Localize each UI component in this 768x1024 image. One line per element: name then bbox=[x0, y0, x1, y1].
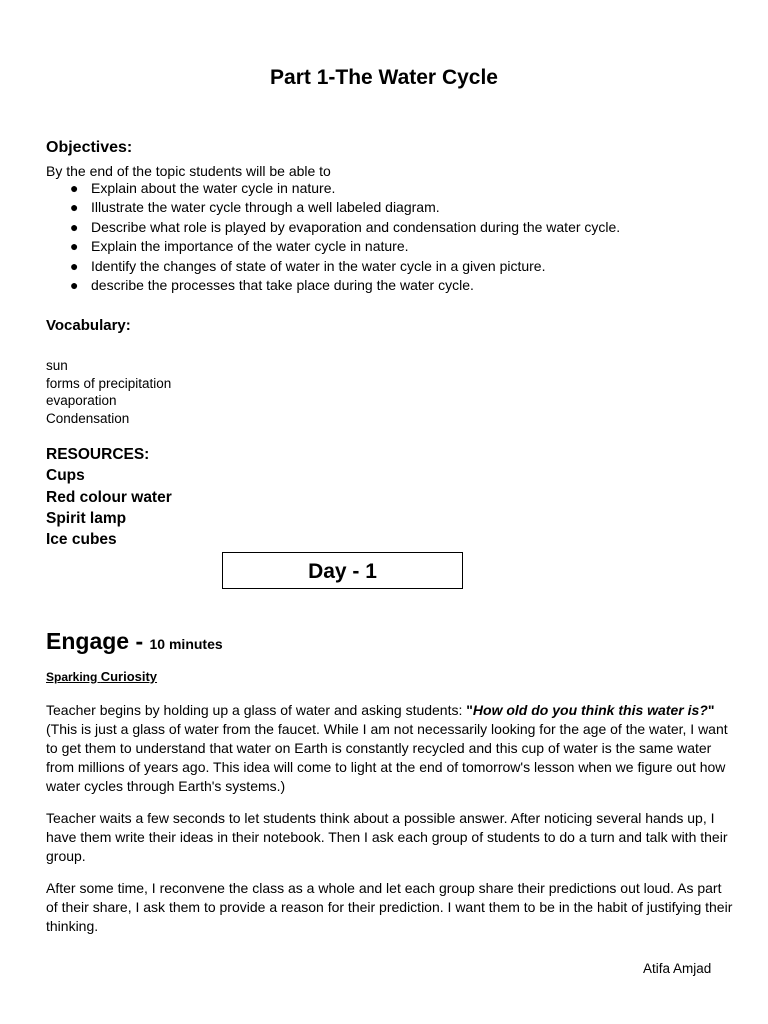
list-item: sun bbox=[46, 358, 68, 373]
list-item: Ice cubes bbox=[46, 531, 117, 548]
question-text: How old do you think this water is? bbox=[472, 702, 708, 718]
bullet-icon: ● bbox=[70, 180, 79, 196]
list-item: Red colour water bbox=[46, 489, 172, 506]
resources-heading: RESOURCES: bbox=[46, 446, 150, 463]
list-item: forms of precipitation bbox=[46, 375, 172, 391]
engage-paragraph-1: Teacher begins by holding up a glass of water and asking students: "How old do you think this water is?" (This is just a glass of water from the faucet. While I am not necessarily looking for the age of the water, I want to get them to understand that water on Earth is constantly recycled and this cup of water is the same water from millions of years ago. This idea will come to light at the end of tomorrow's lesson when we figure out how water cycles through Earth's systems.) bbox=[46, 702, 728, 794]
sparking-curiosity-subheading: Sparking Curiosity bbox=[46, 669, 158, 684]
list-item: Condensation bbox=[46, 411, 130, 427]
list-item: ● Identify the changes of state of water in the water cycle in a given picture. bbox=[46, 257, 620, 276]
list-item: ● Explain the importance of the water cycle in nature. bbox=[46, 237, 620, 256]
engage-time: 10 minutes bbox=[149, 636, 223, 652]
list-item: Spirit lamp bbox=[46, 510, 127, 527]
bullet-icon: ● bbox=[70, 276, 79, 293]
engage-heading: Engage - 10 minutes bbox=[46, 628, 223, 654]
list-item: ● Explain about the water cycle in nature. bbox=[46, 179, 620, 198]
list-item: evaporation bbox=[46, 393, 117, 409]
list-item: ● describe the processes that take place during the water cycle. bbox=[46, 276, 620, 295]
objectives-list bbox=[46, 179, 620, 295]
bullet-icon: ● bbox=[70, 238, 79, 255]
page-title: Part 1-The Water Cycle bbox=[270, 66, 498, 89]
engage-paragraph-2: Teacher waits a few seconds to let students think about a possible answer. After noticing several hands up, I have them write their ideas in their notebook. Then I ask each group of students to do a turn and talk with their group. bbox=[46, 810, 728, 864]
list-item: Cups bbox=[46, 467, 85, 484]
bullet-icon: ● bbox=[70, 257, 79, 274]
day-label-box: Day - 1 bbox=[222, 552, 463, 589]
objectives-intro: By the end of the topic students will be able to bbox=[46, 163, 331, 179]
bullet-icon: ● bbox=[70, 218, 79, 235]
list-item: ● Illustrate the water cycle through a well labeled diagram. bbox=[46, 198, 620, 217]
objectives-heading: Objectives: bbox=[46, 139, 133, 156]
engage-paragraph-3: After some time, I reconvene the class as a whole and let each group share their predictions out loud. As part of their share, I ask them to provide a reason for their prediction. I want them to be in the habit of justifying their thinking. bbox=[46, 880, 733, 934]
vocabulary-list bbox=[46, 357, 171, 428]
vocabulary-heading: Vocabulary: bbox=[46, 317, 131, 334]
list-item: ● Describe what role is played by evaporation and condensation during the water cycle. bbox=[46, 218, 620, 237]
author-footer: Atifa Amjad bbox=[643, 961, 712, 976]
bullet-icon: ● bbox=[70, 199, 79, 216]
